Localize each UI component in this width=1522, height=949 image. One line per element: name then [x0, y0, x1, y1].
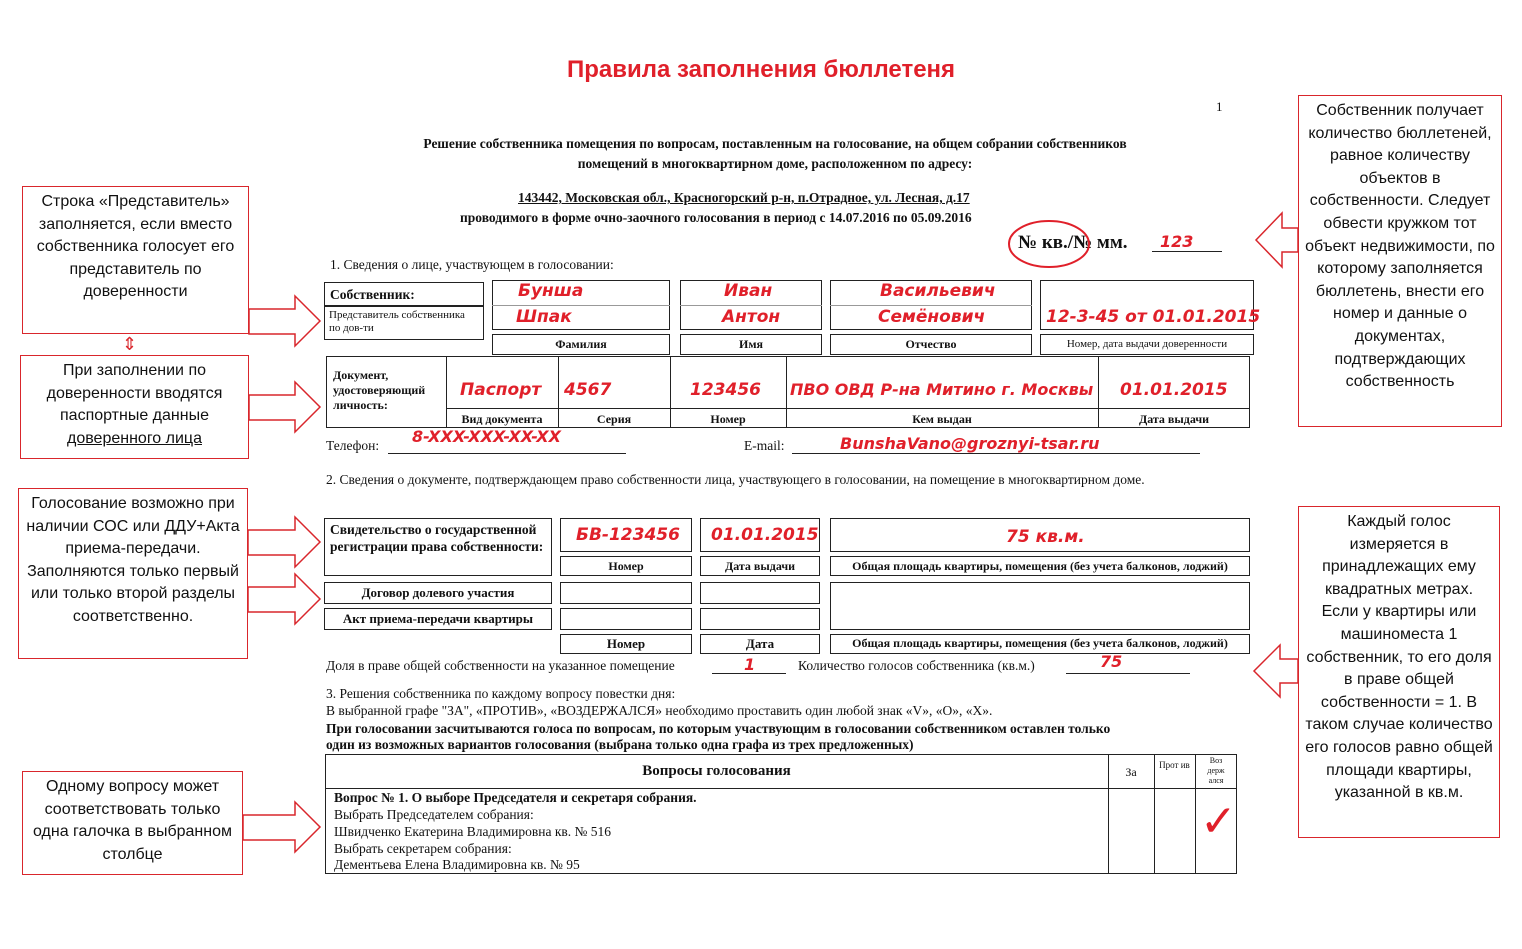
- share-value[interactable]: 1: [744, 655, 756, 674]
- voting-period: проводимого в форме очно-заочного голосования в период с 14.07.2016 по 05.09.2016: [460, 210, 972, 225]
- doc-issuer: ПВО ОВД Р-на Митино г. Москвы: [790, 380, 1094, 399]
- col-proxy: Номер, дата выдачи доверенности: [1066, 338, 1228, 350]
- email-value[interactable]: BunshaVano@groznyi-tsar.ru: [840, 434, 1100, 453]
- owner-surname: Бунша: [518, 281, 584, 301]
- act-label: Акт приема-передачи квартиры: [342, 611, 534, 626]
- section3-rule1: При голосовании засчитываются голоса по вопросам, по которым участвующим в голосовании собственником оставлен только: [326, 721, 1111, 736]
- note-proxy-passport-text: При заполнении по доверенности вводятся паспортные данные доверенного лица: [46, 362, 223, 447]
- phone-value[interactable]: 8-XXX-XXX-XX-XX: [412, 427, 561, 446]
- questions-header: Вопросы голосования: [642, 763, 791, 779]
- arrow-right-icon: [248, 574, 320, 624]
- doc-date: 01.01.2015: [1120, 380, 1228, 400]
- abstain-check[interactable]: ✓: [1200, 796, 1237, 847]
- arrow-left-icon: [1254, 645, 1298, 697]
- col-doc-issuer: Кем выдан: [912, 412, 972, 426]
- col-name: Имя: [739, 337, 763, 351]
- note-one-check: Одному вопросу может соответствовать только одна галочка в выбранном столбце: [22, 771, 243, 875]
- col-surname: Фамилия: [555, 337, 607, 351]
- header-line1: Решение собственника помещения по вопросам, поставленным на голосование, на общем собрании собственников: [423, 136, 1127, 151]
- votes-label: Количество голосов собственника (кв.м.): [798, 658, 1035, 673]
- q1-line4: Дементьева Елена Владимировна кв. № 95: [334, 857, 580, 872]
- address: 143442, Московская обл., Красногорский р-н, п.Отрадное, ул. Лесная, д.17: [518, 190, 970, 205]
- col-doc-series: Серия: [596, 412, 632, 426]
- header-line2: помещений в многоквартирном доме, расположенном по адресу:: [577, 156, 973, 171]
- note-underlined-text: доверенного лица: [67, 429, 202, 447]
- arrow-right-icon: [249, 382, 320, 432]
- email-label: E-mail:: [744, 438, 785, 453]
- cert-date: 01.01.2015: [711, 525, 819, 545]
- q1-line2: Швидченко Екатерина Владимировна кв. № 516: [334, 824, 612, 839]
- cert-label: Свидетельство о государственной регистрации права собственности:: [330, 522, 544, 554]
- arrow-left-icon: [1256, 213, 1298, 267]
- votes-value[interactable]: 75: [1100, 652, 1123, 671]
- rep-surname: Шпак: [516, 307, 572, 327]
- rep-proxy: 12-3-45 от 01.01.2015: [1046, 307, 1261, 327]
- owner-name: Иван: [724, 281, 773, 301]
- page-title: Правила заполнения бюллетеня: [566, 56, 956, 83]
- col-for: За: [1125, 765, 1137, 779]
- section2-heading: 2. Сведения о документе, подтверждающем право собственности лица, участвующего в голосовании, на помещение в многоквартирном доме.: [326, 472, 1145, 487]
- doc-type: Паспорт: [460, 380, 542, 400]
- q1-title: Вопрос № 1. О выборе Председателя и секретаря собрания.: [334, 790, 697, 805]
- col-doc-date: Дата выдачи: [1138, 412, 1210, 426]
- note-voting-docs: Голосование возможно при наличии СОС или ДДУ+Акта приема-передачи. Заполняются только первый или только второй разделы соответственно.: [18, 488, 248, 659]
- q1-line3: Выбрать секретарем собрания:: [334, 841, 512, 856]
- col-abstain: Воз держ ался: [1207, 756, 1225, 785]
- arrow-right-icon: [249, 296, 320, 346]
- arrow-right-icon: [248, 517, 320, 567]
- cert-number: БВ-123456: [576, 525, 680, 545]
- col-doc-number: Номер: [710, 412, 746, 426]
- col-ddu-date: Дата: [745, 636, 775, 651]
- rep-label: Представитель собственника по дов-ти: [329, 309, 465, 334]
- area-value: 75 кв.м.: [1006, 527, 1085, 547]
- note-owner-gets: Собственник получает количество бюллетеней, равное количеству объектов в собственности. Следует обвести кружком тот объект недвижимости, по которому заполняется бюллетень, внести его номер и данные о документах, подтверждающих собственность: [1298, 95, 1502, 427]
- section3-rule2: один из возможных вариантов голосования (выбрана только одна графа из трех предложенных): [326, 737, 914, 752]
- arrow-right-icon: [243, 802, 320, 852]
- note-rep-row: Строка «Представитель» заполняется, если вместо собственника голосует его представитель по доверенности: [22, 186, 249, 334]
- doc-label: Документ, удостоверяющий личность:: [333, 368, 426, 412]
- doc-series: 4567: [564, 380, 612, 400]
- q1-line1: Выбрать Председателем собрания:: [334, 807, 534, 822]
- col-against: Прот ив: [1159, 760, 1190, 770]
- rep-name: Антон: [722, 307, 781, 327]
- doc-number: 123456: [690, 380, 761, 400]
- share-label: Доля в праве общей собственности на указанное помещение: [326, 658, 675, 673]
- double-arrow-icon: ⇕: [122, 334, 138, 355]
- owner-label: Собственник:: [330, 287, 415, 302]
- ddu-label: Договор долевого участия: [361, 585, 515, 600]
- apt-label: № кв./№ мм.: [1018, 232, 1128, 253]
- section3-instruction: В выбранной графе "ЗА", «ПРОТИВ», «ВОЗДЕРЖАЛСЯ» необходимо проставить один любой знак «V», «О», «Х».: [326, 703, 993, 718]
- phone-label: Телефон:: [326, 438, 380, 453]
- col-ddu-number: Номер: [606, 636, 646, 651]
- section1-heading: 1. Сведения о лице, участвующем в голосовании:: [330, 257, 614, 272]
- owner-patronymic: Васильевич: [880, 281, 996, 301]
- apt-value: 123: [1160, 232, 1194, 251]
- col-patronymic: Отчество: [905, 337, 957, 351]
- note-each-vote: Каждый голос измеряется в принадлежащих ему квадратных метрах. Если у квартиры или машиноместа 1 собственник, то его доля в праве общей собственности = 1. В таком случае количество его голосов равно общей площади квартиры, указанной в кв.м.: [1298, 506, 1500, 838]
- col-cert-date: Дата выдачи: [724, 559, 796, 573]
- page-number: 1: [1216, 99, 1223, 114]
- section3-heading: 3. Решения собственника по каждому вопросу повестки дня:: [326, 686, 676, 701]
- col-area2: Общая площадь квартиры, помещения (без учета балконов, лоджий): [852, 636, 1228, 650]
- col-area: Общая площадь квартиры, помещения (без учета балконов, лоджий): [852, 559, 1228, 573]
- col-doc-type: Вид документа: [461, 412, 543, 426]
- col-cert-number: Номер: [608, 559, 644, 573]
- rep-patronymic: Семёнович: [878, 307, 986, 327]
